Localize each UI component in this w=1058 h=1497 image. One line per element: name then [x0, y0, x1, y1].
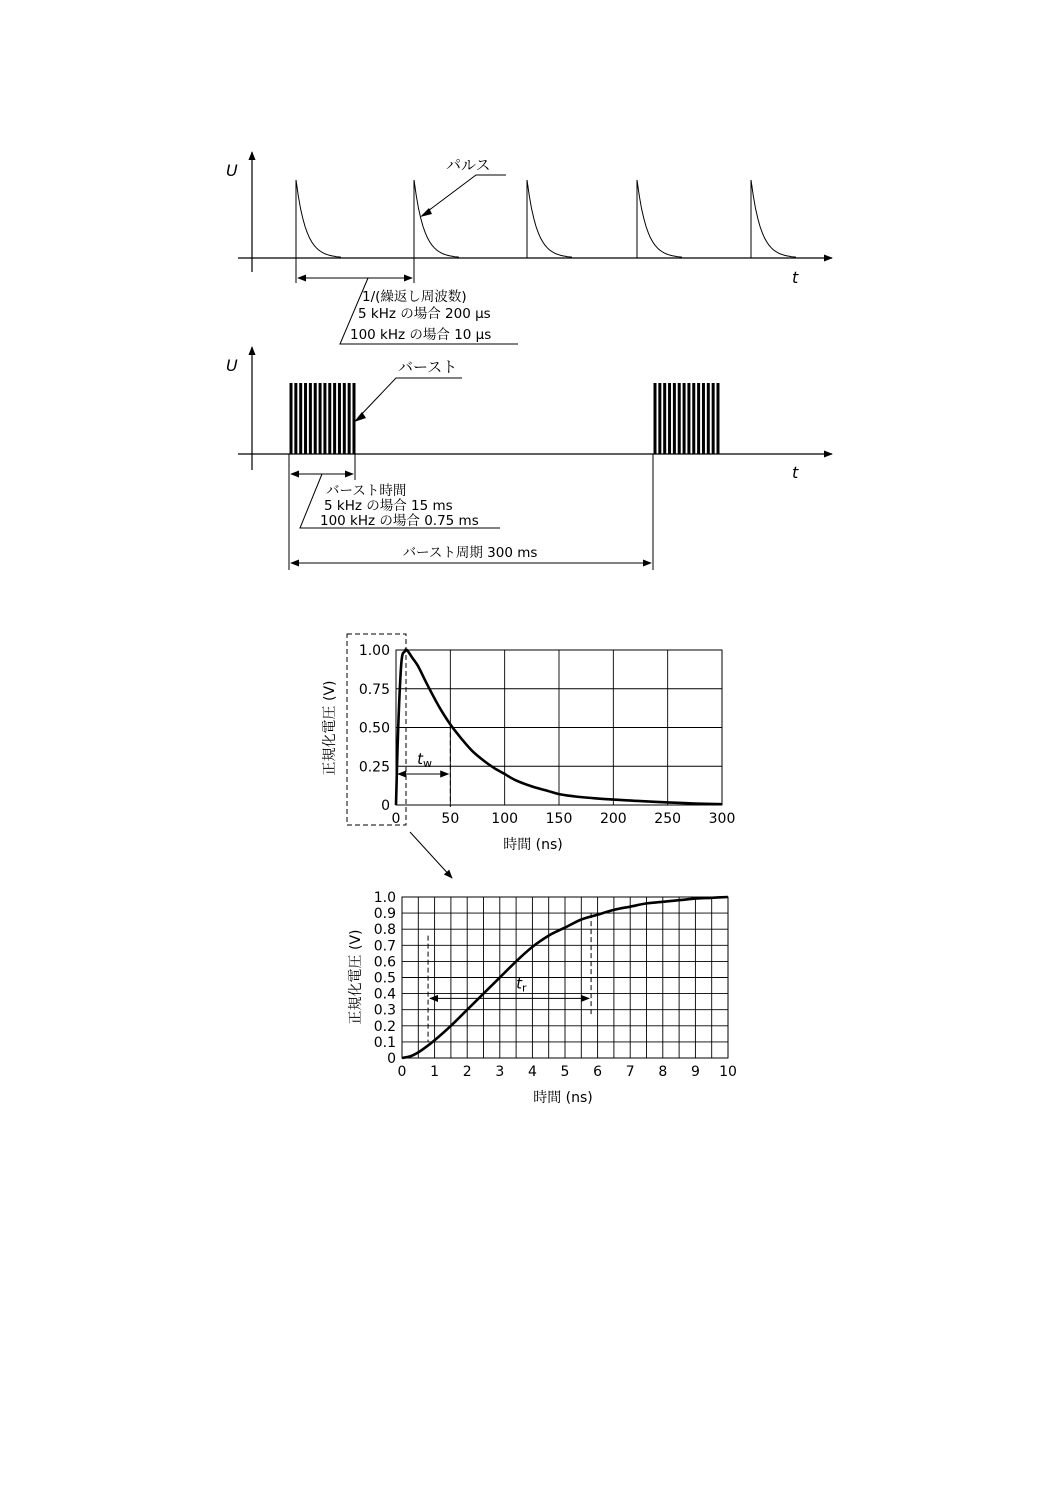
y-tick-label: 0.5	[373, 970, 396, 987]
x-tick-label: 6	[593, 1064, 603, 1080]
x-tick-label: 300	[708, 811, 736, 827]
chart-1	[321, 634, 735, 878]
burst-group-2	[655, 383, 718, 454]
burst-period-label: バースト周期 300 ms	[402, 545, 538, 561]
pulse-train	[296, 180, 796, 258]
x-tick-label: 1	[430, 1064, 440, 1080]
x-tick-label: 200	[599, 811, 627, 827]
y-tick-label: 0	[387, 1051, 396, 1067]
burst-y-label: U	[226, 356, 238, 375]
x-tick-label: 7	[625, 1064, 635, 1080]
pulse-period-line-1: 1/(繰返し周波数)	[362, 289, 467, 305]
burst-diagram	[226, 347, 832, 570]
x-tick-label: 250	[654, 811, 682, 827]
burst-callout-arrowhead	[354, 412, 366, 422]
y-tick-label: 0.6	[373, 954, 396, 971]
chart-2	[347, 890, 737, 1106]
x-tick-label: 2	[462, 1064, 472, 1080]
x-tick-label: 50	[441, 811, 460, 827]
chart-2-x-label: 時間 (ns)	[533, 1090, 593, 1106]
pulse-4	[637, 180, 682, 258]
chart-1-x-label: 時間 (ns)	[503, 837, 563, 853]
burst-callout-label: バースト	[398, 358, 458, 376]
y-tick-label: 0.7	[373, 938, 396, 955]
x-tick-label: 0	[397, 1064, 407, 1080]
chart-2-tr-label-sub: r	[521, 981, 527, 995]
y-tick-label: 0.4	[373, 986, 396, 1003]
burst-duration-line-1: バースト時間	[326, 483, 407, 499]
pulse-callout-leader	[424, 175, 506, 214]
chart-2-y-label: 正規化電圧 (V)	[348, 929, 364, 1025]
y-tick-label: 0.50	[358, 720, 390, 737]
pulse-y-label: U	[226, 161, 238, 180]
x-tick-label: 150	[545, 811, 573, 827]
chart-1-grid	[396, 650, 722, 805]
pulse-callout-label: パルス	[446, 156, 491, 174]
x-tick-label: 3	[495, 1064, 505, 1080]
pulse-period-line-2: 5 kHz の場合 200 µs	[358, 306, 491, 322]
burst-t-label: t	[792, 463, 799, 482]
zoom-arrow	[410, 832, 452, 878]
pulse-t-label: t	[792, 268, 799, 287]
chart-2-grid	[402, 897, 728, 1058]
y-tick-label: 0.3	[373, 1002, 396, 1019]
y-tick-label: 0	[381, 798, 390, 814]
chart-1-y-label: 正規化電圧 (V)	[322, 680, 338, 776]
burst-duration-line-3: 100 kHz の場合 0.75 ms	[320, 513, 479, 529]
x-tick-label: 8	[658, 1064, 668, 1080]
x-tick-label: 9	[690, 1064, 700, 1080]
chart-1-tw-label-sub: w	[423, 757, 433, 770]
y-tick-label: 0.25	[358, 759, 390, 776]
pulse-period-line-3: 100 kHz の場合 10 µs	[350, 327, 492, 343]
chart-2-tr-label-main: t	[516, 974, 522, 993]
pulse-3	[527, 180, 572, 258]
chart-1-tw-label-main: t	[417, 750, 424, 768]
chart-1-ticks	[359, 643, 736, 827]
y-tick-label: 0.9	[373, 906, 396, 923]
burst-group-1	[291, 383, 354, 454]
pulse-1	[296, 180, 341, 258]
y-tick-label: 0.2	[373, 1018, 396, 1035]
y-tick-label: 0.8	[373, 922, 396, 939]
pulse-5	[751, 180, 796, 258]
x-tick-label: 5	[560, 1064, 570, 1080]
burst-duration-line-2: 5 kHz の場合 15 ms	[324, 498, 453, 514]
pulse-diagram	[226, 152, 832, 344]
burst-callout-leader	[358, 378, 462, 418]
y-tick-label: 0.1	[373, 1034, 396, 1051]
x-tick-label: 100	[491, 811, 519, 827]
y-tick-label: 1.00	[358, 643, 390, 659]
y-tick-label: 0.75	[358, 681, 390, 698]
chart-1-tw-label	[417, 750, 432, 770]
x-tick-label: 10	[719, 1064, 737, 1080]
x-tick-label: 4	[527, 1064, 537, 1080]
x-tick-label: 0	[391, 811, 401, 827]
pulse-2	[414, 180, 459, 258]
y-tick-label: 1.0	[373, 890, 396, 906]
